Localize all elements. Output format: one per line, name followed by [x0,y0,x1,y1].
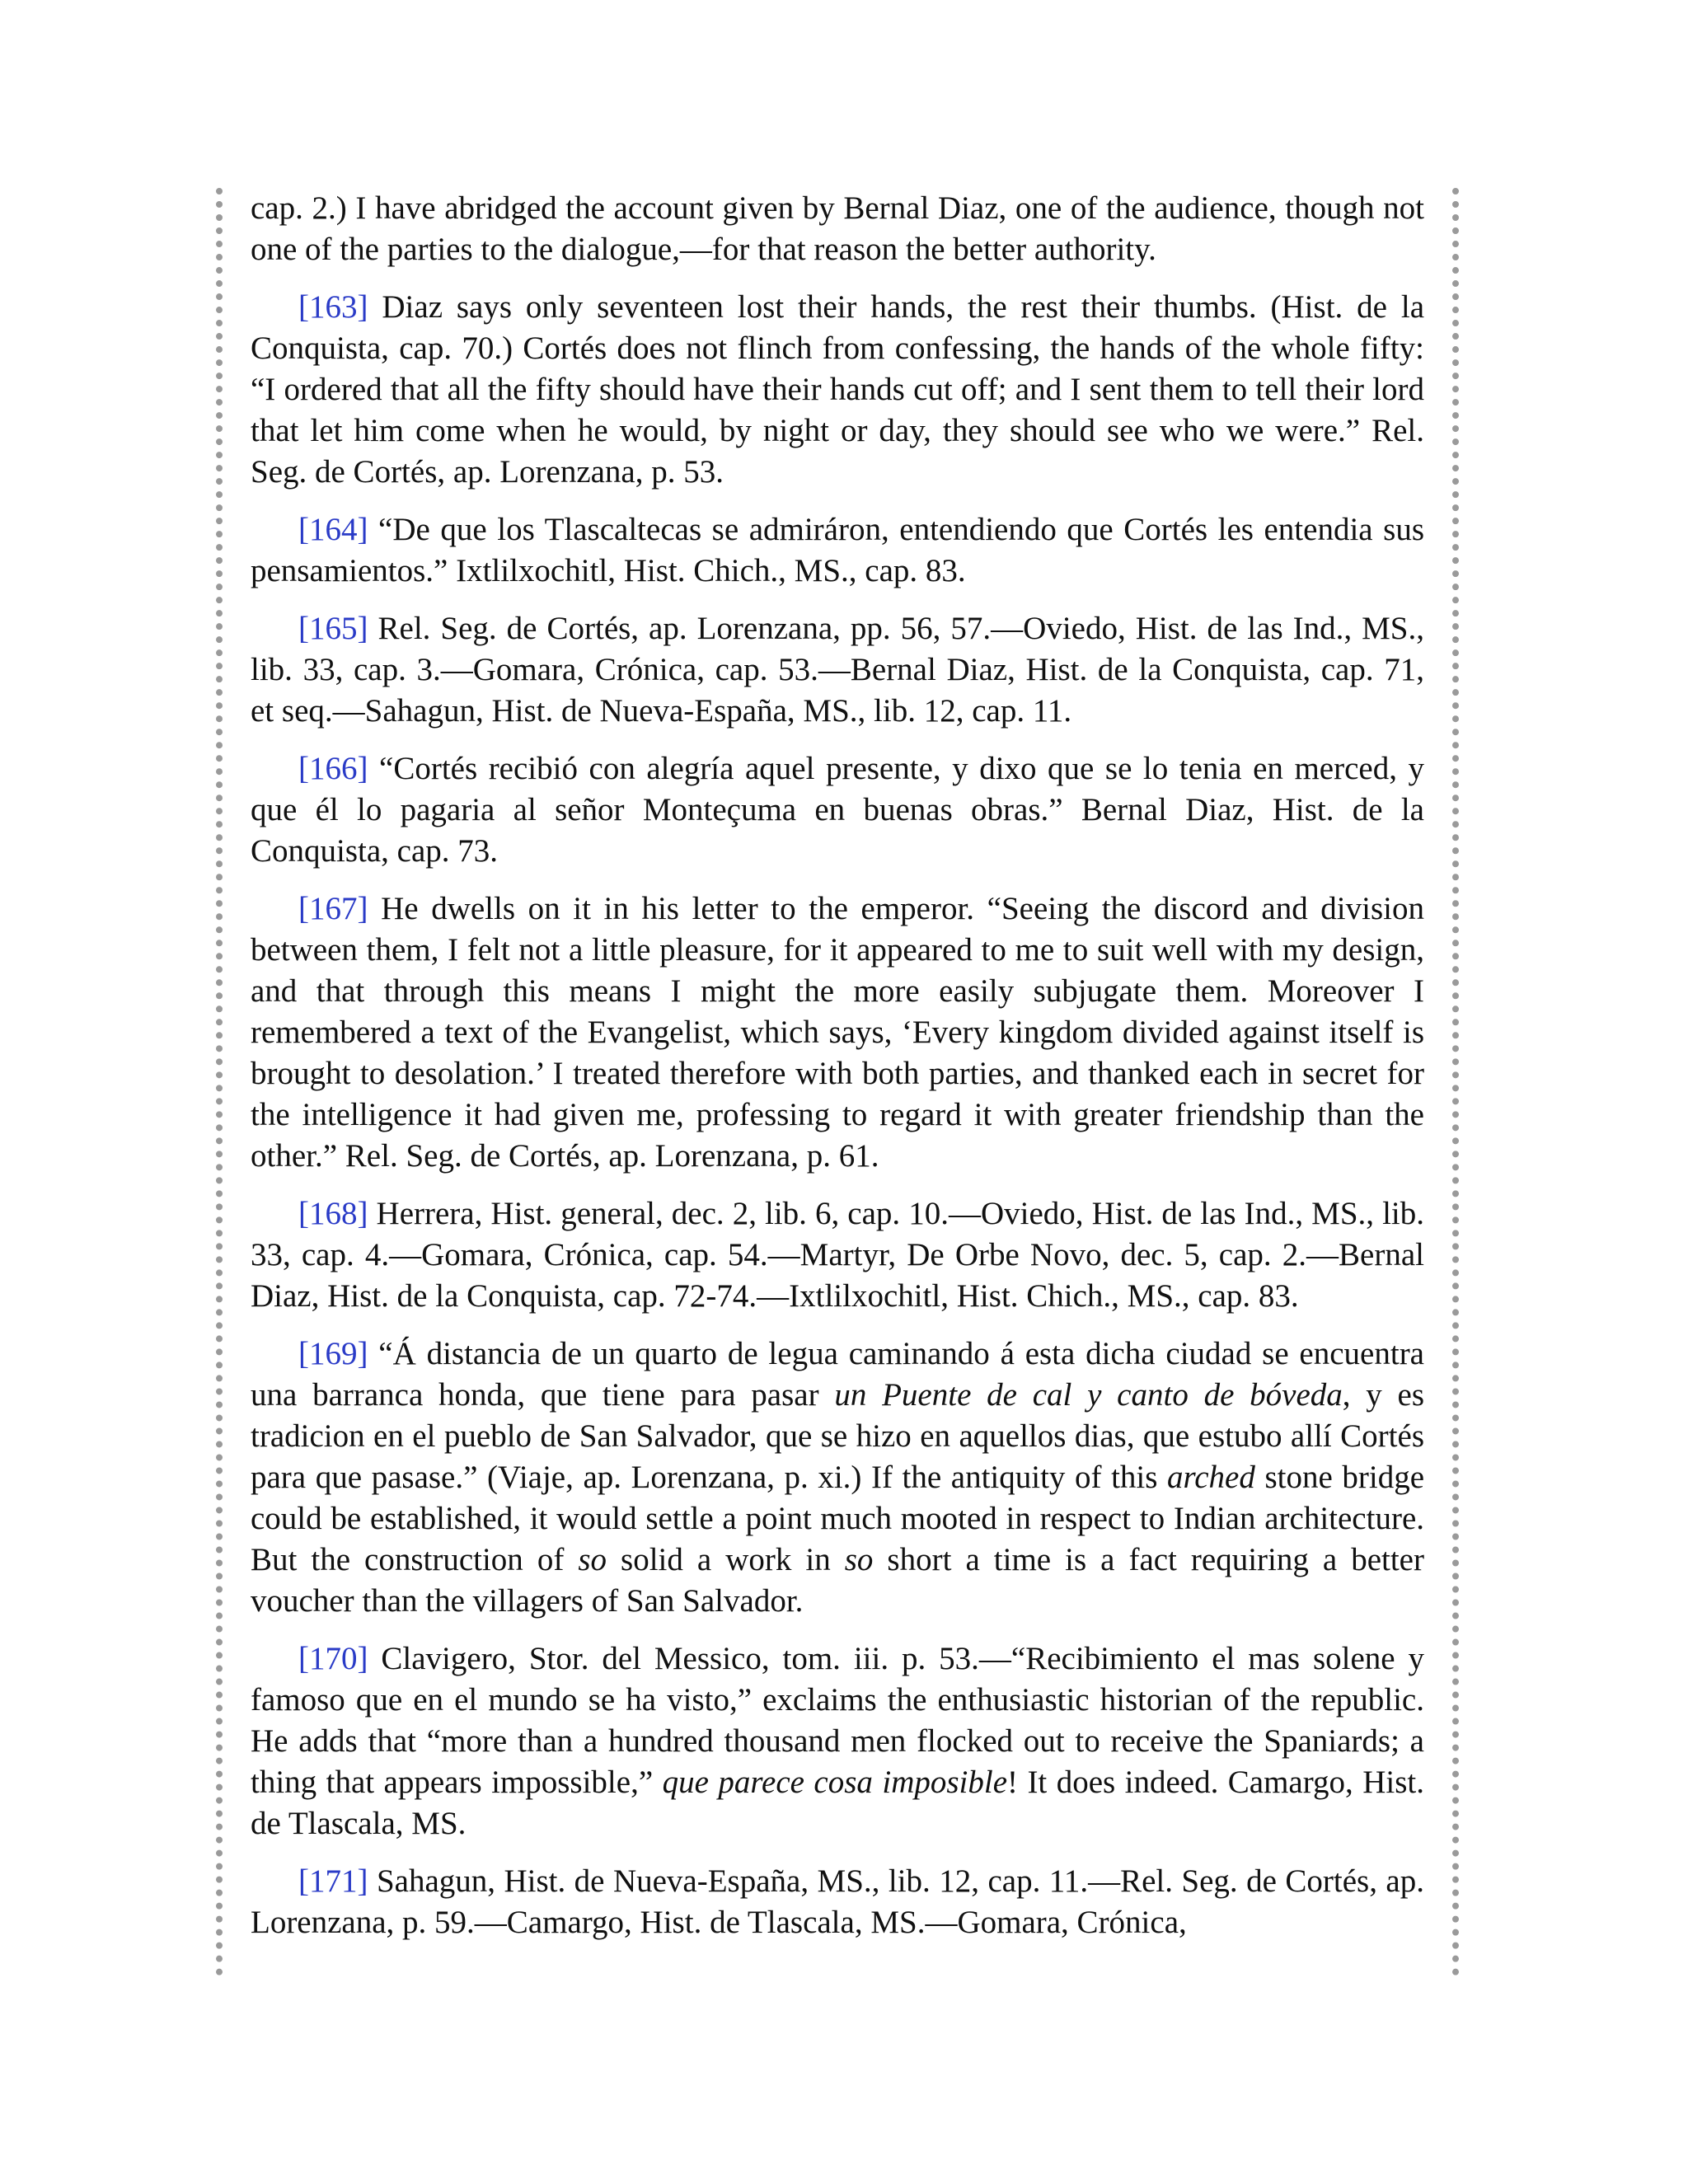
footnote-168 [251,1193,1424,1317]
footnote-continued [251,188,1424,270]
footnote-ref-169[interactable]: [ 169 ] [298,1336,368,1371]
footnote-italic: so [578,1542,607,1577]
footnote-171 [251,1861,1424,1943]
footnote-ref-166[interactable]: [ 166 ] [298,751,368,786]
footnote-ref-168[interactable]: [ 168 ] [298,1196,368,1231]
footnote-164 [251,509,1424,592]
footnote-text: Sahagun, Hist. de Nueva-España, MS., lib. 12, cap. 11.—Rel. Seg. de Cortés, ap. Lorenzana, p. 59.—Camargo, Hist. de Tlascala, MS.—Gomara, Crónica, [251,1863,1424,1940]
footnote-170 [251,1638,1424,1844]
footnote-text: stone bridge could be established, it would settle a point much mooted in respect to Indian architecture. But the construction of [251,1460,1424,1577]
footnote-ref-167[interactable]: [ 167 ] [298,891,368,926]
footnote-ref-165[interactable]: [ 165 ] [298,611,368,646]
footnote-text: Clavigero, Stor. del Messico, tom. iii. p. 53.—“Recibimiento el mas solene y famoso que en el mundo se ha visto,” exclaims the enthusiastic historian of the republic. He adds that “more than a hundred thousand men flocked out to receive the Spaniards; a thing that appears impossible,” [251,1641,1424,1800]
footnote-169 [251,1333,1424,1622]
footnote-italic: que parece cosa imposible [662,1765,1008,1800]
footnote-167 [251,888,1424,1177]
footnotes-page [216,188,1459,1976]
footnote-166 [251,748,1424,872]
footnote-text: short a time is a fact requiring a better voucher than the villagers of San Salvador. [251,1542,1424,1619]
footnote-165 [251,608,1424,732]
footnote-text: , y es tradicion en el pueblo de San Salvador, que se hizo en aquellos dias, que estubo allí Cortés para que pasase.” (Viaje, ap. Lorenzana, p. xi.) If the antiquity of this [251,1377,1424,1495]
footnote-text: ! It does indeed. Camargo, Hist. de Tlascala, MS. [251,1765,1424,1841]
footnote-italic: arched [1167,1460,1255,1495]
footnote-text: solid a work in [607,1542,845,1577]
footnote-163 [251,287,1424,493]
footnote-italic: so [844,1542,874,1577]
footnote-ref-170[interactable]: [ 170 ] [298,1641,368,1676]
footnote-text: “Á distancia de un quarto de legua caminando á esta dicha ciudad se encuentra una barranca honda, que tiene para pasar [251,1336,1424,1413]
footnote-text: cap. 2.) I have abridged the account given by Bernal Diaz, one of the audience, though not one of the parties to the dialogue,—for that reason the better authority. [251,190,1424,267]
footnote-text: Diaz says only seventeen lost their hands, the rest their thumbs. (Hist. de la Conquista, cap. 70.) Cortés does not flinch from confessing, the hands of the whole fifty: “I ordered that all the fifty should have their hands cut off; and I sent them to tell their lord that let him come when he would, by night or day, they should see who we were.” Rel. Seg. de Cortés, ap. Lorenzana, p. 53. [251,289,1424,490]
footnote-text: “De que los Tlascaltecas se admiráron, entendiendo que Cortés les entendia sus pensamientos.” Ixtlilxochitl, Hist. Chich., MS., cap. 83. [251,512,1424,588]
footnote-text: He dwells on it in his letter to the emperor. “Seeing the discord and division between them, I felt not a little pleasure, for it appeared to me to suit well with my design, and that through this means I might the more easily subjugate them. Moreover I remembered a text of the Evangelist, which says, ‘Every kingdom divided against itself is brought to desolation.’ I treated therefore with both parties, and thanked each in secret for the intelligence it had given me, professing to regard it with greater friendship than the other.” Rel. Seg. de Cortés, ap. Lorenzana, p. 61. [251,891,1424,1174]
footnote-italic: un Puente de cal y canto de bóveda [834,1377,1343,1413]
footnote-ref-171[interactable]: [ 171 ] [298,1863,368,1899]
footnote-text: Herrera, Hist. general, dec. 2, lib. 6, cap. 10.—Oviedo, Hist. de las Ind., MS., lib. 33, cap. 4.—Gomara, Crónica, cap. 54.—Martyr, De Orbe Novo, dec. 5, cap. 2.—Bernal Diaz, Hist. de la Conquista, cap. 72-74.—Ixtlilxochitl, Hist. Chich., MS., cap. 83. [251,1196,1424,1314]
footnote-text: Rel. Seg. de Cortés, ap. Lorenzana, pp. 56, 57.—Oviedo, Hist. de las Ind., MS., lib. 33, cap. 3.—Gomara, Crónica, cap. 53.—Bernal Diaz, Hist. de la Conquista, cap. 71, et seq.—Sahagun, Hist. de Nueva-España, MS., lib. 12, cap. 11. [251,611,1424,729]
footnote-ref-163[interactable]: [ 163 ] [298,289,368,325]
footnote-text: “Cortés recibió con alegría aquel presente, y dixo que se lo tenia en merced, y que él lo pagaria al señor Monteçuma en buenas obras.” Bernal Diaz, Hist. de la Conquista, cap. 73. [251,751,1424,869]
footnote-ref-164[interactable]: [ 164 ] [298,512,368,547]
